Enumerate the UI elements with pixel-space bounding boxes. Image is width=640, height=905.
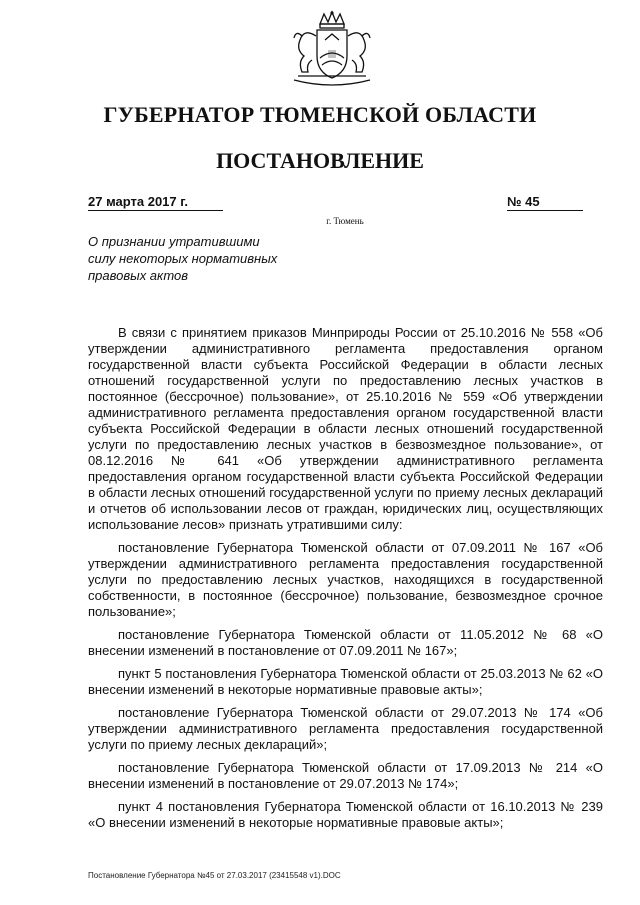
city-label: г. Тюмень — [326, 216, 364, 226]
body-paragraph: постановление Губернатора Тюменской области от 11.05.2012 № 68 «О внесении изменений в постановление от 07.09.2011 № 167»; — [88, 627, 603, 658]
subject-line: силу некоторых нормативных — [88, 251, 278, 266]
document-type: ПОСТАНОВЛЕНИЕ — [216, 148, 424, 173]
body-paragraph: постановление Губернатора Тюменской области от 07.09.2011 № 167 «Об утверждении административного регламента предоставления государственной услуги по предоставлению лесных участков, находящихся в государственной собственности, в постоянное (бессрочное) пользование, безвозмездное срочное пользование»; — [88, 540, 603, 619]
document-date: 27 марта 2017 г. — [88, 194, 223, 211]
body-paragraph: В связи с принятием приказов Минприроды России от 25.10.2016 № 558 «Об утверждении административного регламента предоставления органом государственной власти субъекта Российской Федерации в области лесных отношений государственной услуги по предоставлению лесных участков в постоянное (бессрочное) пользование», от 25.10.2016 № 559 «Об утверждении административного регламента предоставления органом государственной власти субъекта Российской Федерации в области лесных отношений государственной услуги по предоставлению лесных участков в безвозмездное пользование», от 08.12.2016 № 641 «Об утверждении административного регламента предоставления органом государственной власти субъекта Российской Федерации в области лесных отношений государственной услуги по приему лесных деклараций и отчетов об использовании лесов от граждан, юридических лиц, осуществляющих использование лесов» признать утратившими силу: — [88, 325, 603, 532]
body-paragraph: постановление Губернатора Тюменской области от 17.09.2013 № 214 «О внесении изменений в постановление от 29.07.2013 № 174»; — [88, 760, 603, 791]
document-number: № 45 — [507, 194, 583, 211]
document-subject — [88, 233, 308, 284]
subject-line: О признании утратившими — [88, 234, 260, 249]
subject-line: правовых актов — [88, 268, 189, 283]
coat-of-arms-icon — [284, 10, 380, 92]
file-reference: Постановление Губернатора №45 от 27.03.2017 (23415548 v1).DOC — [88, 871, 341, 880]
document-body — [88, 325, 603, 838]
body-paragraph: пункт 5 постановления Губернатора Тюменской области от 25.03.2013 № 62 «О внесении изменений в некоторые нормативные правовые акты»; — [88, 666, 603, 697]
body-paragraph: пункт 4 постановления Губернатора Тюменской области от 16.10.2013 № 239 «О внесении изменений в некоторые нормативные правовые акты»; — [88, 799, 603, 830]
governor-title: ГУБЕРНАТОР ТЮМЕНСКОЙ ОБЛАСТИ — [103, 102, 537, 127]
body-paragraph: постановление Губернатора Тюменской области от 29.07.2013 № 174 «Об утверждении административного регламента предоставления государственной услуги по приему лесных деклараций»; — [88, 705, 603, 752]
